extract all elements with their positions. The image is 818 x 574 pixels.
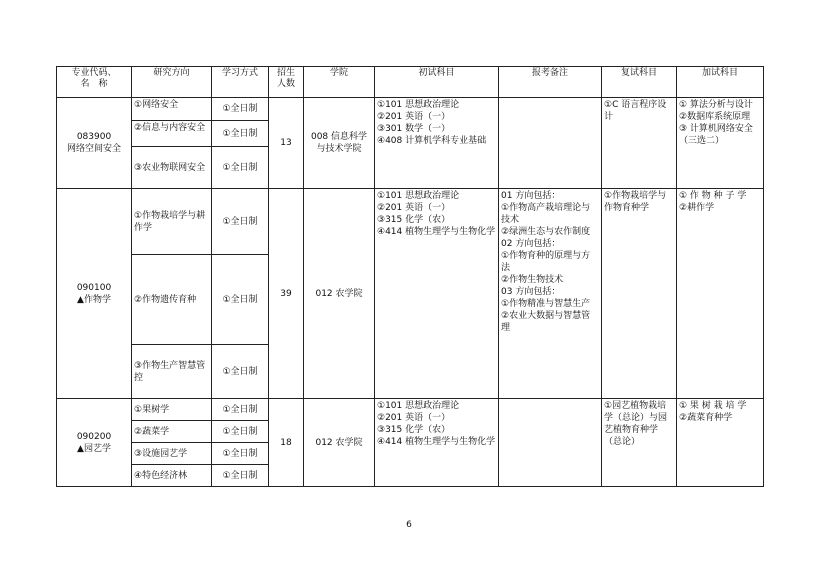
program-table: [56, 66, 764, 487]
direction-name: ③农业物联网安全: [132, 147, 212, 189]
table-row: [57, 189, 764, 255]
header-direction: 研究方向: [132, 67, 212, 98]
college: 008 信息科学 与技术学院: [304, 98, 375, 189]
direction-name: ①果树学: [132, 399, 212, 421]
table-header-row: [57, 67, 764, 98]
remark: [499, 98, 602, 189]
quota: 13: [269, 98, 304, 189]
extra-subjects: ① 作 物 种 子 学 ②耕作学: [677, 189, 764, 399]
retest-subjects: ①作物栽培学与作物育种学: [602, 189, 677, 399]
program-code: 083900 网络空间安全: [57, 98, 132, 189]
header-mode: 学习方式: [212, 67, 269, 98]
study-mode: ①全日制: [212, 443, 269, 465]
study-mode: ①全日制: [212, 121, 269, 147]
extra-subjects: ① 算法分析与设计 ②数据库系统原理 ③ 计算机网络安全 （三选二）: [677, 98, 764, 189]
header-exam: 初试科目: [375, 67, 499, 98]
study-mode: ①全日制: [212, 98, 269, 121]
study-mode: ①全日制: [212, 147, 269, 189]
exam-subjects: ①101 思想政治理论 ②201 英语（一） ③315 化学（农） ④414 植物生理学与生物化学: [375, 399, 499, 487]
direction-name: ①作物栽培学与耕作学: [132, 189, 212, 255]
program-code: 090100 ▲作物学: [57, 189, 132, 399]
remark: [499, 399, 602, 487]
direction-name: ③设施园艺学: [132, 443, 212, 465]
retest-subjects: ①园艺植物栽培学（总论）与园艺植物育种学（总论）: [602, 399, 677, 487]
exam-subjects: ①101 思想政治理论 ②201 英语（一） ③301 数学（一） ④408 计算机学科专业基础: [375, 98, 499, 189]
study-mode: ①全日制: [212, 189, 269, 255]
study-mode: ①全日制: [212, 345, 269, 399]
header-retest: 复试科目: [602, 67, 677, 98]
header-college: 学院: [304, 67, 375, 98]
study-mode: ①全日制: [212, 421, 269, 443]
table-row: [57, 399, 764, 421]
study-mode: ①全日制: [212, 255, 269, 345]
direction-name: ①网络安全: [132, 98, 212, 121]
college: 012 农学院: [304, 399, 375, 487]
study-mode: ①全日制: [212, 465, 269, 487]
study-mode: ①全日制: [212, 399, 269, 421]
table-row: [57, 98, 764, 121]
direction-name: ②作物遗传育种: [132, 255, 212, 345]
direction-name: ③作物生产智慧管控: [132, 345, 212, 399]
remark: 01 方向包括： ①作物高产栽培理论与技术 ②绿洲生态与农作制度 02 方向包括： ①作物育种的原理与方法 ②作物生物技术 03 方向包括： ①作物精准与智慧生产 ②农业大数据与智慧管理: [499, 189, 602, 399]
extra-subjects: ① 果 树 栽 培 学 ②蔬菜育种学: [677, 399, 764, 487]
page-number: 6: [406, 520, 412, 530]
quota: 39: [269, 189, 304, 399]
retest-subjects: ①C 语言程序设计: [602, 98, 677, 189]
direction-name: ②信息与内容安全: [132, 121, 212, 147]
exam-subjects: ①101 思想政治理论 ②201 英语（一） ③315 化学（农） ④414 植物生理学与生物化学: [375, 189, 499, 399]
college: 012 农学院: [304, 189, 375, 399]
program-code: 090200 ▲园艺学: [57, 399, 132, 487]
direction-name: ②蔬菜学: [132, 421, 212, 443]
header-remark: 报考备注: [499, 67, 602, 98]
quota: 18: [269, 399, 304, 487]
header-code: 专业代码、 名 称: [57, 67, 132, 98]
direction-name: ④特色经济林: [132, 465, 212, 487]
header-extra: 加试科目: [677, 67, 764, 98]
header-quota: 招生 人数: [269, 67, 304, 98]
